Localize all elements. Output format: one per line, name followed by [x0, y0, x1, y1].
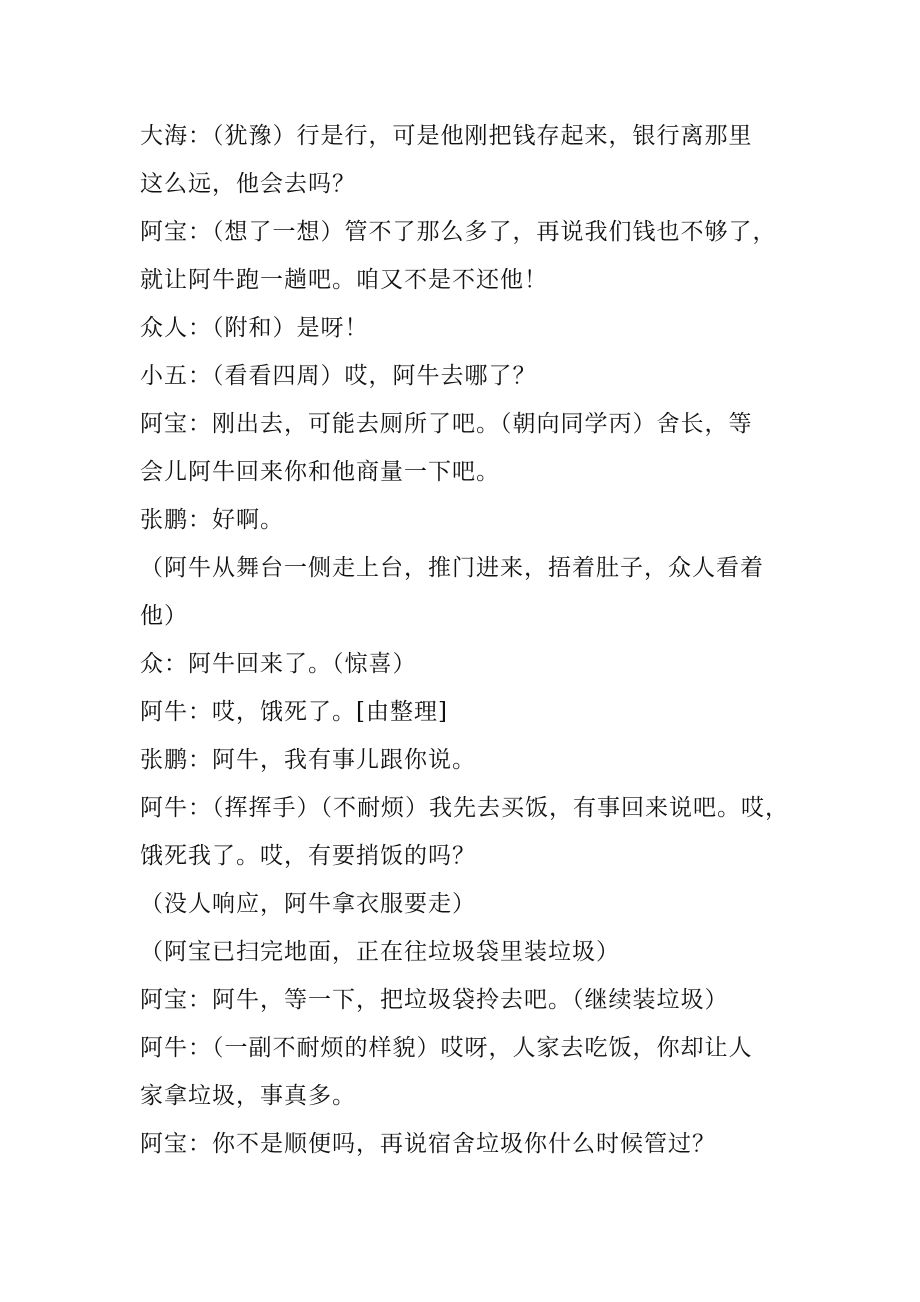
text-line: 家拿垃圾，事真多。 — [140, 1083, 356, 1109]
text-line: 会儿阿牛回来你和他商量一下吧。 — [140, 459, 500, 485]
text-line: 阿牛：（一副不耐烦的样貌）哎呀，人家去吃饭，你却让人 — [140, 1035, 753, 1061]
text-line: （阿牛从舞台一侧走上台，推门进来，捂着肚子，众人看着 — [140, 555, 764, 581]
text-line: 他） — [140, 603, 188, 629]
text-line: 众：阿牛回来了。（惊喜） — [140, 651, 417, 677]
text-line: （阿宝已扫完地面，正在往垃圾袋里装垃圾） — [140, 939, 620, 965]
text-line: 大海：（犹豫）行是行，可是他刚把钱存起来，银行离那里 — [140, 123, 753, 149]
text-line: 就让阿牛跑一趟吧。咱又不是不还他！ — [140, 267, 548, 293]
script-text-block — [140, 112, 790, 1168]
text-line: 阿宝：你不是顺便吗，再说宿舍垃圾你什么时候管过？ — [140, 1131, 716, 1157]
text-line: 这么远，他会去吗？ — [140, 171, 356, 197]
text-line: （没人响应，阿牛拿衣服要走） — [140, 891, 476, 917]
text-line: 阿宝：（想了一想）管不了那么多了，再说我们钱也不够了， — [140, 219, 777, 245]
text-line: 阿宝：刚出去，可能去厕所了吧。（朝向同学丙）舍长，等 — [140, 411, 753, 437]
text-line: 张鹏：阿牛，我有事儿跟你说。 — [140, 747, 476, 773]
text-line: 阿宝：阿牛，等一下，把垃圾袋拎去吧。（继续装垃圾） — [140, 987, 729, 1013]
text-line: 众人：（附和）是呀！ — [140, 315, 369, 341]
text-line: 阿牛：哎，饿死了。[由整理] — [140, 699, 448, 725]
text-line: 阿牛：（挥挥手）（不耐烦）我先去买饭，有事回来说吧。哎， — [140, 795, 789, 821]
text-line: 张鹏：好啊。 — [140, 507, 284, 533]
text-line: 小五：（看看四周）哎，阿牛去哪了？ — [140, 363, 537, 389]
text-line: 饿死我了。哎，有要捎饭的吗？ — [140, 843, 476, 869]
